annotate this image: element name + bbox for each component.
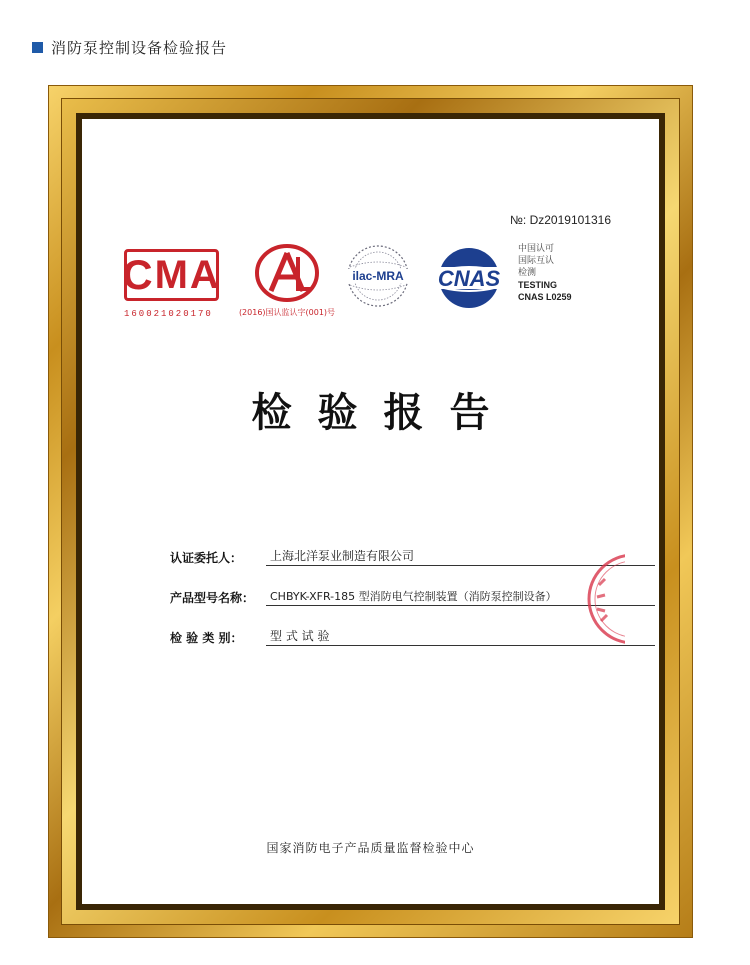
cma-logo: C MA 160021020170 bbox=[122, 251, 221, 319]
cal-logo bbox=[232, 243, 342, 318]
certificate-number: №: Dz2019101316 bbox=[510, 213, 611, 227]
cnas-logo bbox=[426, 245, 512, 315]
cnas-side-text bbox=[518, 243, 572, 303]
cnas-line-3: 检测 bbox=[518, 268, 537, 278]
certificate-paper bbox=[82, 119, 659, 904]
field-product bbox=[170, 586, 655, 606]
field-client-value: 上海北洋泵业制造有限公司 bbox=[266, 547, 655, 566]
issuer-name: 国家消防电子产品质量监督检验中心 bbox=[266, 841, 475, 855]
field-product-label: 产品型号名称： bbox=[170, 591, 255, 605]
field-client-label: 认证委托人： bbox=[170, 551, 243, 565]
ilac-mra-logo bbox=[340, 243, 416, 313]
field-test-type-value: 型 式 试 验 bbox=[266, 627, 655, 646]
ilac-globe-icon bbox=[340, 243, 416, 309]
field-client bbox=[170, 546, 655, 566]
seal-stamp-icon bbox=[585, 549, 625, 649]
cnas-line-1: 中国认可 bbox=[518, 244, 555, 254]
field-product-value: CHBYK-XFR-185 型消防电气控制装置（消防泵控制设备） bbox=[266, 588, 655, 606]
report-title: 检验报告 bbox=[251, 389, 516, 436]
cnas-globe-icon bbox=[426, 245, 512, 311]
ilac-text: ilac-MRA bbox=[352, 269, 404, 283]
field-test-type bbox=[170, 626, 655, 646]
page-header bbox=[32, 36, 227, 58]
gold-frame bbox=[48, 85, 693, 938]
cnas-text: CNAS bbox=[437, 266, 501, 291]
cal-seal-icon bbox=[254, 243, 320, 303]
cma-text: MA bbox=[154, 253, 221, 297]
red-seal-stamp bbox=[585, 549, 625, 649]
cnas-line-5: CNAS L0259 bbox=[518, 292, 572, 302]
cnas-line-4: TESTING bbox=[518, 280, 558, 290]
page-title: 消防泵控制设备检验报告 bbox=[51, 38, 228, 57]
cal-caption: (2016)国认监认字(001)号 bbox=[238, 308, 336, 317]
header-square-icon bbox=[32, 42, 43, 53]
field-test-type-label: 检 验 类 别： bbox=[170, 631, 243, 645]
cma-number: 160021020170 bbox=[124, 309, 213, 319]
cnas-line-2: 国际互认 bbox=[518, 256, 555, 266]
